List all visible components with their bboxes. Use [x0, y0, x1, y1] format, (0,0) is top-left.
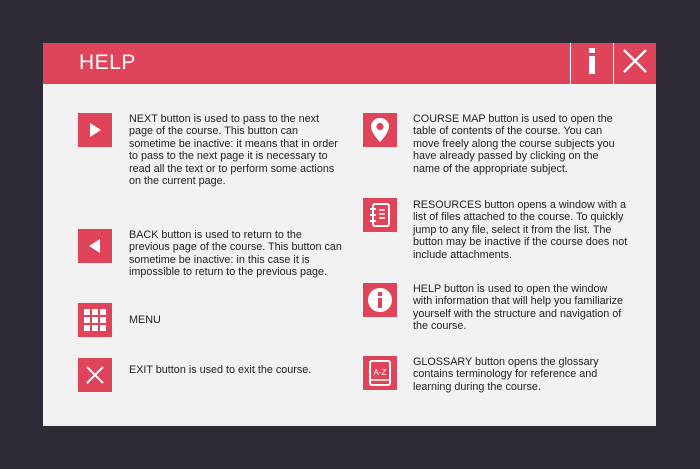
back-button-icon	[78, 229, 112, 263]
glossary-book-icon	[368, 360, 392, 386]
dialog-header	[43, 43, 656, 84]
course-map-description: COURSE MAP button is used to open the table of contents of the course. You can move freely along the course subjects you have already passed by clicking on the name of the appropriate subject.	[413, 113, 615, 175]
close-icon	[85, 365, 105, 385]
info-icon	[585, 48, 599, 79]
notebook-icon	[369, 203, 391, 227]
next-description: NEXT button is used to pass to the next page of the course. This button can sometime be inactive: it means that in order to pass to the next page it is necessary to read all the text or to perform some actions on the current page.	[129, 113, 338, 188]
close-icon	[622, 48, 648, 79]
map-pin-icon	[370, 117, 390, 143]
menu-description: MENU	[129, 314, 161, 326]
play-left-icon	[88, 238, 102, 254]
resources-button-icon	[363, 198, 397, 232]
back-description: BACK button is used to return to the previous page of the course. This button can sometime be inactive: in this case it is impossible to return to the previous page.	[129, 229, 342, 279]
exit-description: EXIT button is used to exit the course.	[129, 364, 312, 376]
glossary-description: GLOSSARY button opens the glossary contains terminology for reference and learning during the course.	[413, 356, 599, 393]
info-circle-icon	[367, 287, 393, 313]
close-button[interactable]	[613, 43, 656, 84]
exit-button-icon	[78, 358, 112, 392]
resources-description: RESOURCES button opens a window with a list of files attached to the course. To quickly jump to any file, select it from the list. The button may be inactive if the course does not include attachments.	[413, 199, 628, 261]
grid-icon	[83, 308, 107, 332]
menu-button-icon	[78, 303, 112, 337]
help-button-icon	[363, 283, 397, 317]
help-description: HELP button is used to open the window with information that will help you familiarize yourself with the structure and navigation of the course.	[413, 283, 624, 333]
next-button-icon	[78, 113, 112, 147]
info-button[interactable]	[570, 43, 613, 84]
glossary-button-icon	[363, 356, 397, 390]
dialog-title: HELP	[79, 51, 136, 74]
help-dialog	[43, 43, 656, 426]
play-right-icon	[88, 122, 102, 138]
course-map-button-icon	[363, 113, 397, 147]
glossary-icon-label: A-Z	[373, 368, 387, 377]
